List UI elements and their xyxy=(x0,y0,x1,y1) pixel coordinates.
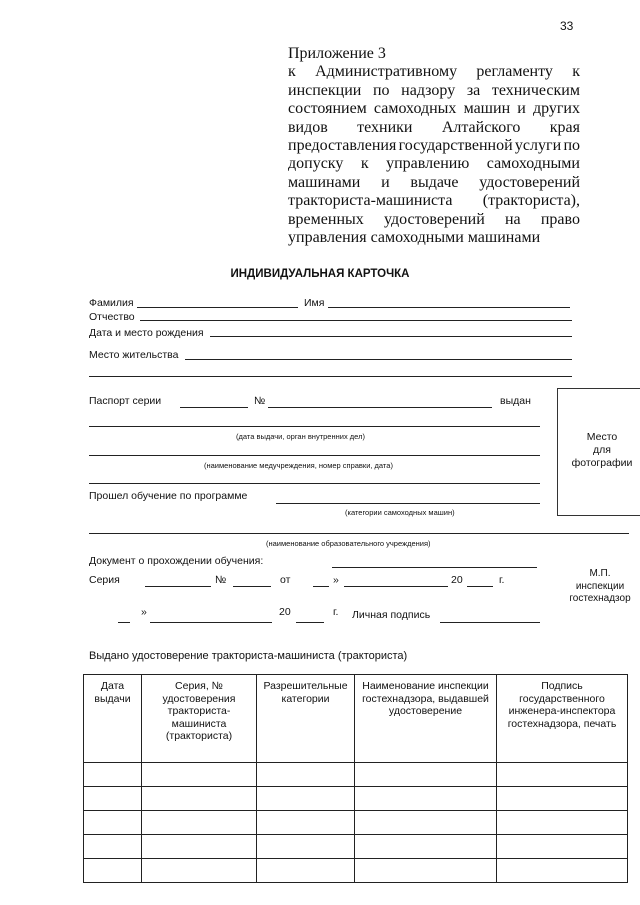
table-cell[interactable] xyxy=(355,787,497,811)
header-categories: Разрешительные категории xyxy=(257,675,355,763)
photo-box xyxy=(557,388,640,516)
table-cell[interactable] xyxy=(84,859,142,883)
appendix-line: тракториста-машиниста (тракториста), xyxy=(288,192,580,210)
table-cell[interactable] xyxy=(84,811,142,835)
appendix-line: к Административному регламенту к xyxy=(288,63,580,81)
card-title: ИНДИВИДУАЛЬНАЯ КАРТОЧКА xyxy=(230,268,410,280)
passport-series-field[interactable] xyxy=(180,407,248,408)
table-cell[interactable] xyxy=(142,835,257,859)
appendix-line: видов техники Алтайского края xyxy=(288,118,580,136)
birth-field[interactable] xyxy=(210,336,572,337)
name-field[interactable] xyxy=(328,307,570,308)
medical-caption: (наименование медучреждения, номер справки, дата) xyxy=(204,461,393,470)
appendix-line: состоянием самоходных машин и других xyxy=(288,100,580,118)
surname-label: Фамилия xyxy=(89,297,134,309)
table-cell[interactable] xyxy=(497,763,628,787)
table-row xyxy=(84,835,628,859)
series-field[interactable] xyxy=(145,586,211,587)
appendix-line: машинами и выдаче удостоверений xyxy=(288,173,580,191)
header-series: Серия, № удостоверения тракториста-машиниста (тракториста) xyxy=(142,675,257,763)
residence-label: Место жительства xyxy=(89,349,179,361)
issue-field[interactable] xyxy=(89,426,540,427)
header-inspection: Наименование инспекции гостехнадзора, выдавшей удостоверение xyxy=(355,675,497,763)
table-cell[interactable] xyxy=(257,787,355,811)
month-field[interactable] xyxy=(344,586,448,587)
passport-series-label: Паспорт серии xyxy=(89,395,162,407)
table-cell[interactable] xyxy=(257,811,355,835)
quote-mark-2: » xyxy=(141,606,147,618)
institution-field[interactable] xyxy=(89,533,629,534)
table-cell[interactable] xyxy=(355,859,497,883)
document-field[interactable] xyxy=(332,567,537,568)
year-field-2[interactable] xyxy=(296,622,324,623)
stamp-text-2: инспекции xyxy=(575,580,625,592)
appendix-line: Приложение 3 xyxy=(288,45,386,62)
header-date: Дата выдачи xyxy=(84,675,142,763)
categories-caption: (категории самоходных машин) xyxy=(345,508,455,517)
series-label: Серия xyxy=(89,574,120,586)
table-cell[interactable] xyxy=(497,811,628,835)
table-cell[interactable] xyxy=(497,787,628,811)
appendix-line: предоставления государственной услуги по xyxy=(288,137,580,155)
page-number: 33 xyxy=(560,19,574,33)
passport-number-field[interactable] xyxy=(268,407,492,408)
surname-field[interactable] xyxy=(137,307,298,308)
passport-number-sign: № xyxy=(254,395,266,407)
name-label: Имя xyxy=(304,297,325,309)
table-cell[interactable] xyxy=(257,859,355,883)
document-number-sign: № xyxy=(215,574,227,586)
patronymic-label: Отчество xyxy=(89,311,135,323)
stamp-text-3: гостехнадзор xyxy=(569,593,631,604)
training-field[interactable] xyxy=(276,503,540,504)
photo-text-1: Место xyxy=(586,431,618,443)
stamp-text-1: М.П. xyxy=(589,568,611,579)
photo-text-3: фотографии xyxy=(571,457,633,469)
birth-label: Дата и место рождения xyxy=(89,327,204,339)
separator-line xyxy=(89,483,540,484)
year-suffix: г. xyxy=(499,574,505,586)
patronymic-field[interactable] xyxy=(140,320,572,321)
signature-label: Личная подпись xyxy=(352,609,431,621)
from-label: от xyxy=(280,574,291,586)
residence-field[interactable] xyxy=(185,359,572,360)
month-field-2[interactable] xyxy=(150,622,272,623)
table-row xyxy=(84,859,628,883)
table-cell[interactable] xyxy=(497,835,628,859)
table-cell[interactable] xyxy=(142,787,257,811)
document-number-field[interactable] xyxy=(233,586,271,587)
issued-heading: Выдано удостоверение тракториста-машиниста (тракториста) xyxy=(89,650,408,662)
issue-caption: (дата выдачи, орган внутренних дел) xyxy=(236,432,365,441)
table-row xyxy=(84,787,628,811)
table-row xyxy=(84,763,628,787)
institution-caption: (наименование образовательного учреждения) xyxy=(266,539,431,548)
table-cell[interactable] xyxy=(84,763,142,787)
appendix-line: управления самоходными машинами xyxy=(288,229,541,247)
day-field-2[interactable] xyxy=(118,622,130,623)
table-cell[interactable] xyxy=(257,835,355,859)
table-cell[interactable] xyxy=(142,763,257,787)
day-field[interactable] xyxy=(313,586,329,587)
year-field[interactable] xyxy=(467,586,493,587)
table-cell[interactable] xyxy=(497,859,628,883)
appendix-line: инспекции по надзору за техническим xyxy=(288,81,580,99)
year-suffix-2: г. xyxy=(333,606,339,618)
table-cell[interactable] xyxy=(84,787,142,811)
appendix-line: допуску к управлению самоходными xyxy=(288,155,580,173)
year-prefix: 20 xyxy=(451,574,463,586)
table-cell[interactable] xyxy=(355,811,497,835)
appendix-line: временных удостоверений на право xyxy=(288,210,580,228)
table-cell[interactable] xyxy=(142,859,257,883)
signature-field[interactable] xyxy=(440,622,540,623)
table-cell[interactable] xyxy=(355,835,497,859)
document-label: Документ о прохождении обучения: xyxy=(89,555,264,567)
training-label: Прошел обучение по программе xyxy=(89,490,248,502)
table-cell[interactable] xyxy=(142,811,257,835)
appendix-block xyxy=(288,45,580,247)
table-cell[interactable] xyxy=(84,835,142,859)
table-cell[interactable] xyxy=(257,763,355,787)
stamp-area xyxy=(560,568,640,606)
issued-table xyxy=(83,674,628,883)
issued-label: выдан xyxy=(500,395,531,407)
table-cell[interactable] xyxy=(355,763,497,787)
year-prefix-2: 20 xyxy=(279,606,291,618)
residence-field-2[interactable] xyxy=(89,376,572,377)
quote-mark: » xyxy=(333,574,339,586)
table-row xyxy=(84,811,628,835)
medical-field[interactable] xyxy=(89,455,540,456)
photo-text-2: для xyxy=(593,444,611,456)
header-signature: Подпись государственного инженера-инспектора гостехнадзора, печать xyxy=(497,675,628,763)
